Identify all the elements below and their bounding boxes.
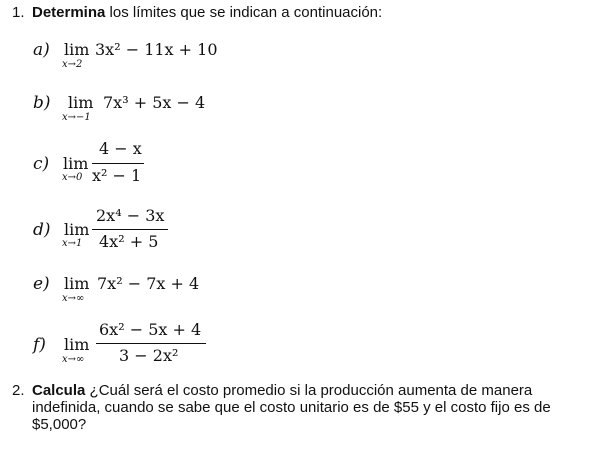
instruction-verb: Calcula — [32, 382, 86, 399]
lim-operator-c: lim — [63, 154, 89, 173]
fraction-bar-f — [96, 343, 206, 344]
lim-subscript-c: x→0 — [62, 172, 83, 183]
lim-subscript-f: x→∞ — [62, 354, 85, 365]
lim-operator-d: lim — [64, 220, 90, 239]
limit-expression-e: 7x² − 7x + 4 — [97, 274, 200, 293]
fraction-numerator-d: 2x⁴ − 3x — [96, 206, 165, 225]
instruction-verb: Determina — [32, 4, 106, 21]
lim-operator-b: lim — [68, 93, 94, 112]
lim-operator-f: lim — [64, 335, 90, 354]
fraction-denominator-d: 4x² + 5 — [99, 232, 159, 251]
item-label-c: c) — [33, 154, 50, 174]
lim-operator-a: lim — [64, 40, 90, 59]
question-number: 2. — [12, 382, 25, 399]
item-label-b: b) — [33, 93, 51, 113]
fraction-bar-c — [92, 163, 144, 164]
fraction-denominator-f: 3 − 2x² — [119, 346, 179, 365]
instruction-text: ¿Cuál será el costo promedio si la producción aumenta de manera indefinida, cuando se sabe que el costo unitario es de $55 y el costo fijo es de $5,000? — [32, 382, 551, 433]
limit-expression-b: 7x³ + 5x − 4 — [103, 93, 206, 112]
lim-operator-e: lim — [64, 274, 90, 293]
instruction-text: los límites que se indican a continuación: — [105, 4, 383, 21]
fraction-denominator-c: x² − 1 — [92, 166, 142, 185]
item-label-f: f) — [33, 335, 46, 355]
question-2-number-wrap — [12, 382, 32, 400]
fraction-numerator-f: 6x² − 5x + 4 — [99, 320, 202, 339]
question-number: 1. — [12, 4, 25, 21]
item-label-d: d) — [33, 220, 51, 240]
lim-subscript-a: x→2 — [62, 59, 83, 70]
item-label-a: a) — [33, 40, 50, 60]
fraction-bar-d — [92, 229, 168, 230]
fraction-numerator-c: 4 − x — [99, 139, 142, 158]
limit-expression-a: 3x² − 11x + 10 — [95, 40, 218, 59]
lim-subscript-b: x→−1 — [62, 112, 91, 123]
question-2-text — [32, 382, 584, 433]
lim-subscript-d: x→1 — [62, 238, 83, 249]
lim-subscript-e: x→∞ — [62, 293, 85, 304]
item-label-e: e) — [33, 274, 50, 294]
question-1-heading — [12, 4, 382, 22]
